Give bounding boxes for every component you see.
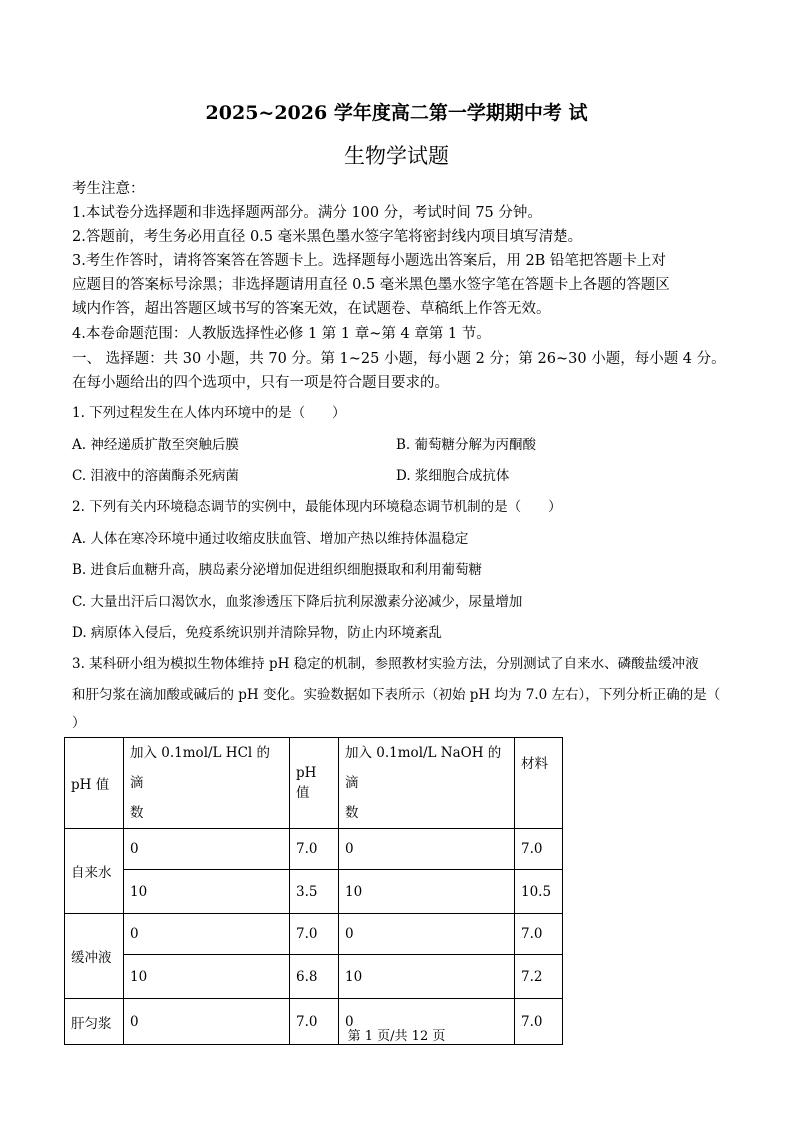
table-cell: 0 (124, 999, 290, 1045)
table-cell: 7.0 (290, 829, 339, 870)
q2-option-a: A. 人体在寒冷环境中通过收缩皮肤血管、增加产热以维持体温稳定 (72, 531, 469, 547)
q1-option-d: D. 浆细胞合成抗体 (396, 468, 510, 484)
table-cell: 7.0 (515, 999, 563, 1045)
q2-stem: 2. 下列有关内环境稳态调节的实例中，最能体现内环境稳态调节机制的是（ ） (72, 499, 562, 515)
q3-stem-line-1: 3. 某科研小组为模拟生物体维持 pH 稳定的机制，参照教材实验方法，分别测试了自来水、磷酸盐缓冲液 (72, 656, 699, 672)
table-cell: 10 (124, 870, 290, 914)
header-cell: 加入 0.1mol/L HCl 的滴 数 (124, 738, 290, 829)
table-cell: 10 (339, 955, 515, 999)
header-cell: 材料 (515, 738, 563, 829)
row-label: 缓冲液 (65, 914, 124, 999)
table-cell: 0 (339, 999, 515, 1045)
q1-option-a: A. 神经递质扩散至突触后膜 (72, 437, 239, 453)
table-cell: 10.5 (515, 870, 563, 914)
section-heading: 一、 选择题：共 30 小题，共 70 分。第 1~25 小题，每小题 2 分；第 26~30 小题，每小题 4 分。 (72, 351, 726, 367)
notice-label: 考生注意： (72, 181, 145, 197)
ph-data-table (64, 737, 563, 1045)
header-cell: 加入 0.1mol/L NaOH 的滴 数 (339, 738, 515, 829)
row-label: 自来水 (65, 829, 124, 914)
header-cell: pH 值 (290, 738, 339, 829)
table-cell: 7.0 (515, 914, 563, 955)
table-cell: 0 (339, 914, 515, 955)
table-cell: 6.8 (290, 955, 339, 999)
section-instruction: 在每小题给出的四个选项中，只有一项是符合题目要求的。 (72, 375, 449, 391)
exam-title: 2025~2026 学年度高二第一学期期中考 试 (205, 102, 588, 124)
table-cell: 7.2 (515, 955, 563, 999)
table-row (65, 914, 563, 955)
table-cell: 7.0 (290, 999, 339, 1045)
table-cell: 0 (339, 829, 515, 870)
q1-option-b: B. 葡萄糖分解为丙酮酸 (396, 437, 537, 453)
q3-stem-line-2: 和肝匀浆在滴加酸或碱后的 pH 变化。实验数据如下表所示（初始 pH 均为 7.0 左右），下列分析正确的是（ (72, 687, 721, 703)
q2-option-b: B. 进食后血糖升高，胰岛素分泌增加促进组织细胞摄取和利用葡萄糖 (72, 562, 483, 578)
table-cell: 0 (124, 829, 290, 870)
row-label: 肝匀浆 (65, 999, 124, 1045)
header-cell: pH 值 (65, 738, 124, 829)
table-cell: 3.5 (290, 870, 339, 914)
table-row (65, 870, 563, 914)
page-footer: 第 1 页/共 12 页 (347, 1029, 446, 1044)
notice-item-3-end: 域内作答，超出答题区域书写的答案无效，在试题卷、草稿纸上作答无效。 (72, 301, 551, 317)
notice-item-3-cont: 应题目的答案标号涂黑；非选择题请用直径 0.5 毫米黑色墨水签字笔在答题卡上各题的答题区 (72, 277, 670, 293)
table-cell: 10 (339, 870, 515, 914)
table-cell: 7.0 (290, 914, 339, 955)
table-row (65, 829, 563, 870)
table-header-row (65, 738, 563, 829)
exam-subtitle: 生物学试题 (344, 144, 449, 168)
table-cell: 7.0 (515, 829, 563, 870)
table-cell: 0 (124, 914, 290, 955)
q2-option-d: D. 病原体入侵后，免疫系统识别并清除异物，防止内环境紊乱 (72, 625, 442, 641)
table-row (65, 955, 563, 999)
table-cell: 10 (124, 955, 290, 999)
notice-item-1: 1.本试卷分选择题和非选择题两部分。满分 100 分，考试时间 75 分钟。 (72, 205, 542, 221)
q2-option-c: C. 大量出汗后口渴饮水，血浆渗透压下降后抗利尿激素分泌减少，尿量增加 (72, 594, 523, 610)
notice-item-3: 3.考生作答时，请将答案答在答题卡上。选择题每小题选出答案后，用 2B 铅笔把答题卡上对 (72, 253, 666, 269)
q1-option-c: C. 泪液中的溶菌酶杀死病菌 (72, 468, 239, 484)
q1-stem: 1. 下列过程发生在人体内环境中的是（ ） (72, 405, 346, 421)
q3-stem-line-3: ） (72, 715, 86, 731)
notice-item-2: 2.答题前，考生务必用直径 0.5 毫米黑色墨水签字笔将密封线内项目填写清楚。 (72, 229, 583, 245)
notice-item-4: 4.本卷命题范围：人教版选择性必修 1 第 1 章~第 4 章第 1 节。 (72, 326, 491, 342)
